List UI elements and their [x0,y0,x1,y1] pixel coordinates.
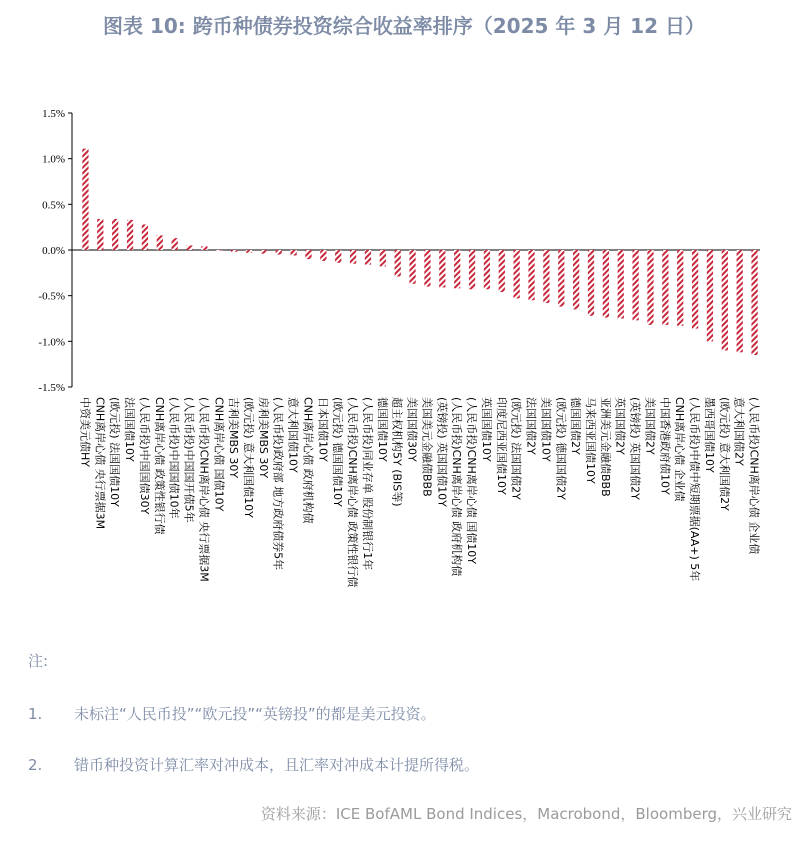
bar [528,250,534,300]
bar [395,250,401,276]
x-category-label: 英国国债10Y [479,397,493,462]
bar [97,219,103,250]
bar [751,250,757,355]
x-category-label: (人民币投)CNH离岸心债 政策性银行债 [346,397,360,588]
note-1-number: 1. [28,705,43,723]
y-tick-label: -1.0% [38,336,65,349]
bar [261,250,267,254]
x-category-label: 法国国债10Y [123,397,137,462]
x-category-label: 马来西亚国债10Y [584,397,597,484]
x-category-label: (人民币投)中债中短期票据(AA+) 5年 [688,397,702,582]
x-category-label: (人民币投)同业存单 股份制银行1年 [360,397,374,571]
x-category-label: 德国国债2Y [569,397,583,455]
bar [186,245,192,250]
x-category-label: (人民币投)CNH离岸心债 企业债 [747,397,761,555]
bar [632,250,638,320]
x-category-label: 法国国债2Y [524,397,538,455]
x-category-label: (欧元投) 法国国债2Y [509,397,523,500]
y-tick-label: -1.5% [38,382,65,394]
note-2 [28,754,479,775]
bar [603,250,609,318]
bar [647,250,653,325]
x-category-label: 英国国债2Y [613,397,627,455]
x-category-label: (英镑投) 英国国债10Y [435,397,449,507]
x-category-label: 亚洲美元金融债BBB [598,397,612,497]
bar [246,250,252,253]
notes-label: 注: [28,652,49,670]
chart-title: 图表 10: 跨币种债券投资综合收益率排序（2025 年 3 月 12 日） [103,14,705,38]
y-tick-label: 0.5% [42,199,65,212]
bar [112,219,118,250]
bar [692,250,698,329]
x-category-label: CNH离岸心债 企业债 [673,397,687,502]
x-category-label: 美国国债2Y [643,397,657,455]
bar [201,246,207,250]
x-category-label: CNH离岸心债 政策性银行债 [152,397,166,535]
bar [543,250,549,303]
note-1 [28,703,436,724]
bar [82,149,88,250]
x-category-label: 美国美元金融债BBB [420,397,434,497]
bar [157,235,163,250]
note-2-text: 错币种投资计算汇率对冲成本，且汇率对冲成本计提所得税。 [74,756,480,774]
bar [454,250,460,288]
x-category-label: (人民币投)CNH离岸心债 国债10Y [465,397,479,564]
bar [380,250,386,266]
bar [514,250,520,298]
bar [127,220,133,250]
x-category-label: (英镑投) 英国国债2Y [628,397,642,500]
source-note: 资料来源：ICE BofAML Bond Indices，Macrobond，Bloomberg，兴业研究 [260,805,792,823]
bar [424,250,430,287]
x-category-label: (人民币投)CNH离岸心债 政府机构债 [450,397,464,577]
x-category-label: (人民币投)政府部 地方政府债券5年 [271,397,285,571]
y-tick-label: -0.5% [38,290,65,303]
bar [231,250,237,252]
x-category-label: (欧元投) 法国国债10Y [108,397,122,507]
x-category-label: (欧元投) 德国国债10Y [331,397,345,507]
bar [216,250,222,251]
bar [350,250,356,264]
x-category-label: (人民币投)中国国开债5年 [182,397,196,523]
x-category-label: 意大利国债10Y [286,397,300,473]
bar [365,250,371,265]
x-category-label: 美国国债30Y [405,397,419,462]
x-category-label: 吉利美MBS 30Y [227,397,241,479]
bar [409,250,415,284]
bar [573,250,579,309]
bar [722,250,728,350]
bar [677,250,683,326]
bar [662,250,668,325]
x-category-label: 中国香港政府债10Y [658,397,672,495]
x-category-label: 德国国债10Y [375,397,389,462]
x-category-label: CNH离岸心债 政府机构债 [301,397,315,524]
bar [484,250,490,289]
x-category-label: 意大利国债2Y [732,397,746,466]
x-category-label: (人民币投)中国国债10年 [167,397,181,519]
x-category-label: 房利美MBS 30Y [256,397,270,479]
note-1-text: 未标注“人民币投”“欧元投”“英镑投”的都是美元投资。 [74,705,436,723]
bar [320,250,326,261]
bar [335,250,341,263]
x-category-label: CNH离岸心债 国债10Y [212,397,226,512]
bar [439,250,445,287]
x-category-label: CNH离岸心债 央行票据3M [93,397,107,530]
bar [707,250,713,341]
y-tick-label: 1.5% [42,108,65,120]
bar [737,250,743,352]
x-category-label: 美国国债10Y [539,397,553,462]
x-category-label: 超主权机构5Y (BIS等) [390,397,404,507]
x-category-label: (欧元投) 意大利国债10Y [242,397,255,518]
y-tick-label: 0.0% [42,245,65,257]
x-category-label: 日本国债10Y [316,397,330,462]
x-category-label: 印度尼西亚国债10Y [494,397,508,495]
x-category-label: 中资美元债HY [78,397,92,467]
bar [469,250,475,289]
bar [276,250,282,255]
bar [305,250,311,259]
x-category-label: (人民币投)CNH离岸心债 央行票据3M [197,397,211,582]
bar [618,250,624,319]
x-category-label: (欧元投) 意大利国债2Y [717,397,731,511]
note-2-number: 2. [28,756,43,774]
x-category-label: (人民币投)中国国债30Y [137,397,151,515]
x-category-label: (欧元投) 德国国债2Y [554,397,568,500]
x-category-label: 墨西哥国债10Y [702,397,716,473]
bar [172,238,178,250]
bar [499,250,505,292]
bar [588,250,594,316]
bar [558,250,564,307]
bar [290,250,296,255]
y-tick-label: 1.0% [42,153,65,166]
bar [142,224,148,250]
